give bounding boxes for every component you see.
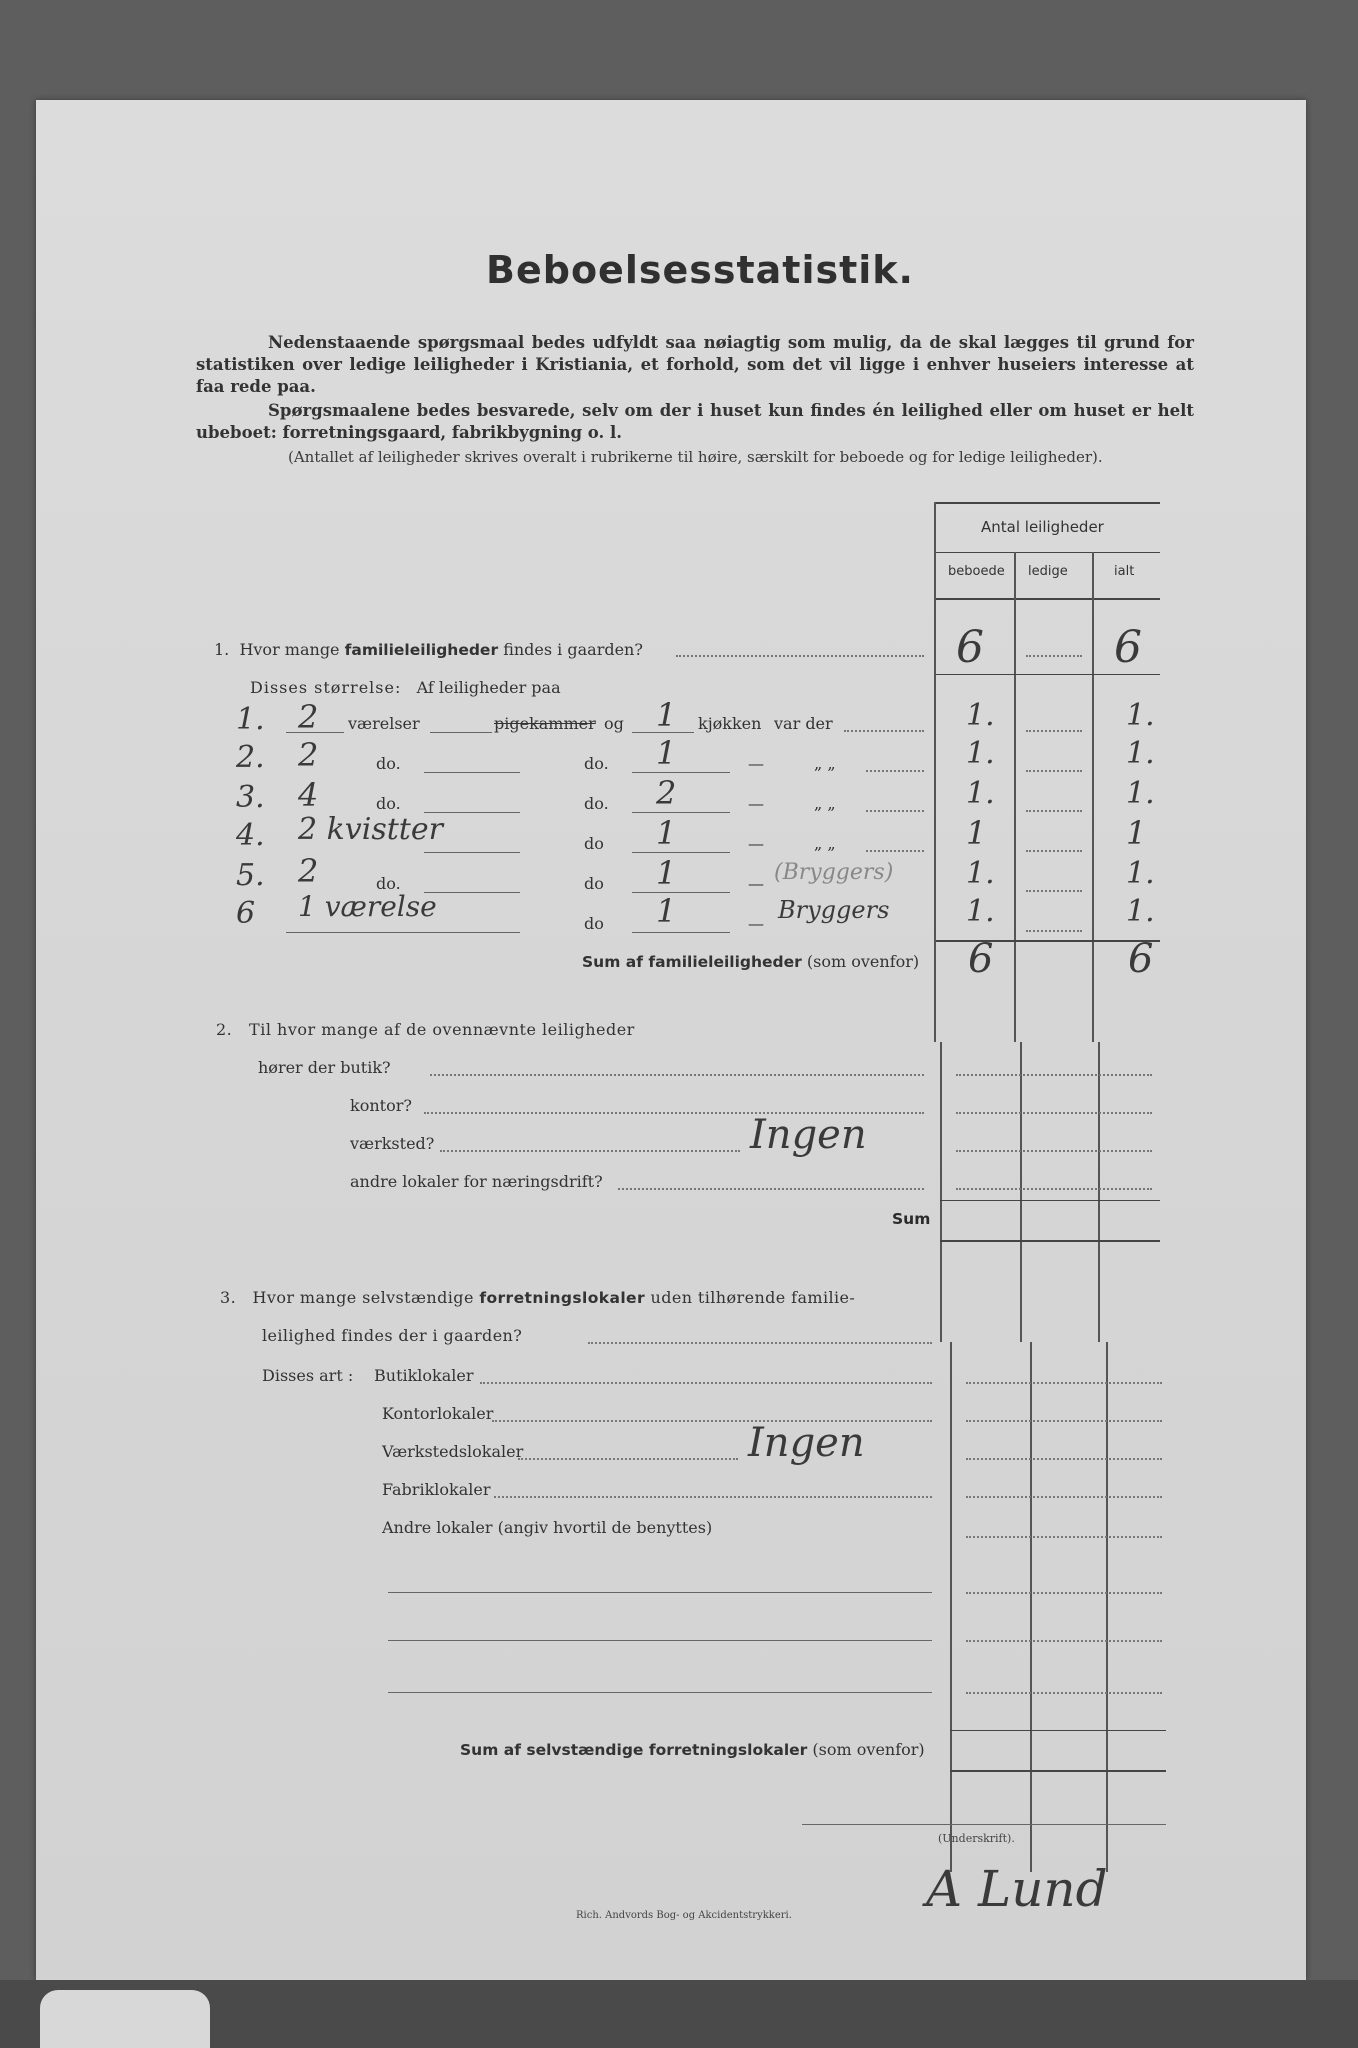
col-beboede: beboede [948,564,1005,579]
row-kitchen: 1 [656,814,677,852]
col-line-left [934,502,936,1042]
row-beboede: 1. [966,698,995,733]
row-leader [866,770,924,772]
row-pigekammer-label: pigekammer [494,714,596,733]
q2-kontor: kontor? [350,1096,412,1115]
q3-sum-rule [950,1770,1166,1772]
row-kitchen: 2 [656,774,677,812]
row-rooms: 2 [298,736,319,774]
q3-vaerksted: Værkstedslokaler [382,1442,524,1461]
signature-label: (Underskrift). [938,1832,1015,1845]
q1-text-post: findes i gaarden? [503,640,643,659]
q2-question [216,1020,635,1039]
col-ialt: ialt [1114,564,1135,579]
q2-vaerksted-leader [440,1150,740,1152]
row-og-label: og [604,714,624,733]
row-dash: — [748,834,764,853]
row-kitchen-line [632,932,730,933]
row-rooms: 2 kvistter [298,812,443,847]
q2-num: 2. [216,1020,233,1039]
q1-sum-ialt: 6 [1128,936,1154,982]
col-line-left-3 [950,1342,952,1872]
row-index: 4. [236,818,265,853]
row-index: 3. [236,780,265,815]
q1-sub-label2-text: Af leiligheder paa [416,678,561,697]
row-kitchen: 1 [656,892,677,930]
row-note: Bryggers [778,896,890,924]
q1-beboede-value: 6 [956,622,984,673]
q2-cells-row-1 [956,1074,1152,1076]
q3-cells-row-6 [966,1592,1162,1594]
row-kitchen-line [632,772,730,773]
q1-ledige-dots [1026,655,1082,657]
row-ledige-dots [1026,890,1082,892]
row-do-label: do. [376,754,401,773]
q1-sum-label [582,952,919,971]
q2-sum-rule [940,1240,1160,1242]
row-ledige-dots [1026,850,1082,852]
q3-cells-row-5 [966,1536,1162,1538]
q2-cells-row-3 [956,1150,1152,1152]
q2-butik: hører der butik? [258,1058,391,1077]
q2-butik-leader [430,1074,924,1076]
table-subheader-rule [936,598,1160,600]
row-blank-line [424,892,520,893]
row-leader [866,810,924,812]
col-line-left-2 [940,1042,942,1342]
q3-num: 3. [220,1288,237,1307]
q1-text-bold: familieleiligheder [344,641,499,659]
row-quote: „ „ [814,834,836,853]
row-beboede: 1. [966,856,995,891]
q1-text-pre: Hvor mange [239,640,340,659]
intro-paragraph-2 [196,400,1194,444]
row-do-label-2: do. [584,794,609,813]
row-beboede: 1. [966,736,995,771]
q2-sum-label: Sum [892,1210,931,1228]
form-page [36,100,1306,1980]
row-do-label: do. [376,794,401,813]
q3-cells-row-8 [966,1692,1162,1694]
printer-credit: Rich. Andvords Bog- og Akcidentstrykkeri. [576,1910,792,1921]
q1-leader [676,655,924,657]
q1-sum-bold: Sum af familieleiligheder [582,953,802,971]
q3-andre: Andre lokaler (angiv hvortil de benyttes) [382,1518,713,1537]
row-rooms: 2 [298,698,319,736]
row-do-label-2: do [584,914,604,933]
intro-text-1: Nedenstaaende spørgsmaal bedes udfyldt saa nøiagtig som mulig, da de skal lægges til grund for statistiken over ledige leiligheder i Kristiania, et forhold, som det vil ligge i enhver huseiers interesse at faa rede paa. [196,333,1194,396]
row-kitchen-line [632,852,730,853]
intro-paragraph-1 [196,332,1194,398]
row-ialt: 1 [1126,814,1147,852]
q3-fabrik: Fabriklokaler [382,1480,491,1499]
row-quote: „ „ [814,754,836,773]
row-beboede: 1. [966,776,995,811]
q1-sum-post: (som ovenfor) [806,952,920,971]
q2-answer: Ingen [750,1112,867,1158]
row-index: 2. [236,740,265,775]
q3-cells-row-3 [966,1458,1162,1460]
row-index: 5. [236,858,265,893]
q3-text2: leilighed findes der i gaarden? [262,1326,523,1345]
row-ledige-dots [1026,730,1082,732]
row-note: (Bryggers) [774,860,894,885]
row-ialt: 1. [1126,736,1155,771]
row-rooms-line [286,732,344,733]
q3-butik: Butiklokaler [374,1366,474,1385]
row-kitchen-line [632,892,730,893]
q2-vaerksted: værksted? [350,1134,435,1153]
col-ledige: ledige [1028,564,1068,579]
q3-cells-row-1 [966,1382,1162,1384]
row-do-label: do. [376,874,401,893]
intro-text-2: Spørgsmaalene bedes besvarede, selv om der i huset kun findes én leilighed eller om huset er helt ubeboet: forretningsgaard, fabrikbygning o. l. [196,401,1194,442]
row-ialt: 1. [1126,776,1155,811]
row-quote: „ „ [814,794,836,813]
row-dash: — [748,914,764,933]
q3-art: Disses art : [262,1366,354,1385]
q3-cells-row-4 [966,1496,1162,1498]
q3-cells-row-2 [966,1420,1162,1422]
q3-question [220,1288,855,1307]
table-header-rule [936,552,1160,553]
row-ialt: 1. [1126,894,1155,929]
row-dash: — [748,794,764,813]
col-line-mid2 [1092,552,1094,1042]
col-line-mid2-2 [1098,1042,1100,1342]
row-kitchen: 1 [656,854,677,892]
q3-rule [950,1730,1166,1731]
signature-name: A Lund [926,1860,1108,1918]
q3-cells-row-7 [966,1640,1162,1642]
row-do-label-2: do [584,874,604,893]
q3-kontor: Kontorlokaler [382,1404,494,1423]
row-index: 6 [236,896,256,931]
col-line-mid1 [1014,552,1016,1042]
row-rooms-line [286,932,520,933]
q3-blank-line-1 [388,1592,932,1593]
film-sprocket [40,1990,210,2048]
row-dash: — [748,754,764,773]
row-leader [866,850,924,852]
row-ialt: 1. [1126,856,1155,891]
q2-andre-leader [618,1188,924,1190]
q3-vaerksted-leader [518,1458,738,1460]
table-header: Antal leiligheder [981,518,1104,536]
row-beboede: 1. [966,894,995,929]
q2-andre: andre lokaler for næringsdrift? [350,1172,603,1191]
row-rooms: 2 [298,852,319,890]
row-kitchen: 1 [656,696,677,734]
q3-blank-line-3 [388,1692,932,1693]
col-line-mid1-2 [1020,1042,1022,1342]
signature-line [802,1824,1166,1825]
row-ledige-dots [1026,810,1082,812]
row-leader [844,730,924,732]
q1-sum-beboede: 6 [968,936,994,982]
row-blank-line [424,772,520,773]
q1-sub-label [250,678,561,697]
row-dash: — [748,874,764,893]
q3-text-post: uden tilhørende familie- [650,1288,856,1307]
q1-num: 1. [214,640,230,659]
row-index: 1. [236,702,265,737]
q3-butik-leader [480,1382,932,1384]
q2-cells-row-2 [956,1112,1152,1114]
row-kjokken-label: kjøkken [698,714,762,733]
q3-kontor-leader [492,1420,932,1422]
q2-cells-row-4 [956,1188,1152,1190]
row-ialt: 1. [1126,698,1155,733]
q3-answer: Ingen [748,1420,865,1466]
q3-fabrik-leader [494,1496,932,1498]
table-top-rule [934,502,1160,504]
q3-text-bold: forretningslokaler [479,1289,646,1307]
q1-rule [936,674,1160,675]
row-rooms: 4 [298,776,319,814]
row-beboede: 1 [966,814,987,852]
row-kitchen-line [632,812,730,813]
row-ledige-dots [1026,930,1082,932]
q2-text: Til hvor mange af de ovennævnte leiligheder [249,1020,635,1039]
row-kitchen: 1 [656,734,677,772]
row-blank-line [430,732,492,733]
page-title: Beboelsesstatistik. [486,248,914,292]
row-blank-line [424,852,520,853]
q1-ialt-value: 6 [1114,622,1142,673]
intro-paragraph-3: (Antallet af leiligheder skrives overalt i rubrikerne til høire, særskilt for beboede og for ledige leiligheder). [288,448,1103,466]
q3-leader [588,1342,932,1344]
row-do-label-2: do. [584,754,609,773]
q2-rule [940,1200,1160,1201]
q3-blank-line-2 [388,1640,932,1641]
q3-sum-post: (som ovenfor) [812,1740,925,1759]
q3-sum-bold: Sum af selvstændige forretningslokaler [460,1741,808,1759]
q3-text-pre: Hvor mange selvstændige [252,1288,474,1307]
row-rooms: 1 værelse [298,890,437,923]
row-kitchen-line [632,732,694,733]
row-vaerelser-label: værelser [348,714,420,733]
row-do-label-2: do [584,834,604,853]
q3-sum-label [460,1740,925,1759]
row-var-der-label: var der [774,714,833,733]
q1-sub-label-text: Disses størrelse: [250,678,402,697]
q1-question [214,640,643,659]
row-ledige-dots [1026,770,1082,772]
